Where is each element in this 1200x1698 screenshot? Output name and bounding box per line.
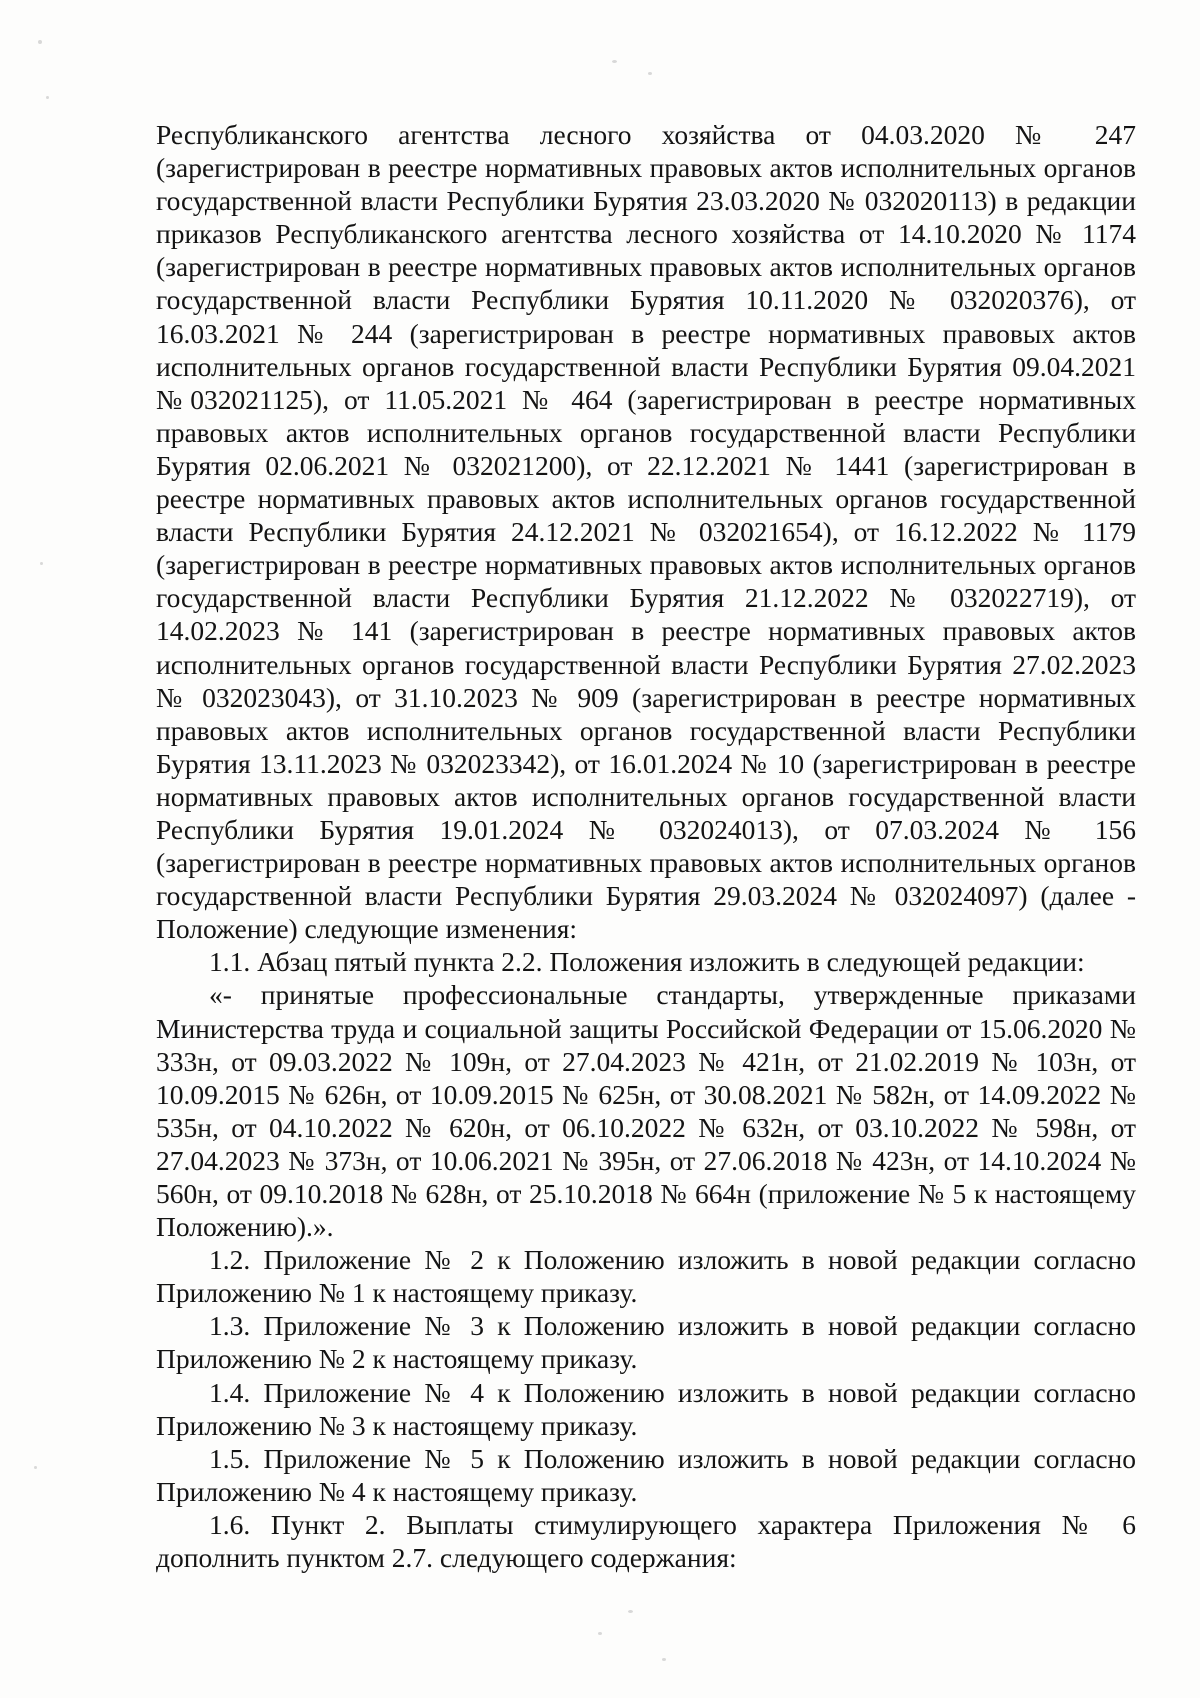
- scan-speck: [40, 562, 43, 565]
- paragraph-item-1-3: 1.3. Приложение № 3 к Положению изложить в новой редакции согласно Приложению № 2 к настоящему приказу.: [156, 1310, 1136, 1375]
- paragraph-item-1-4: 1.4. Приложение № 4 к Положению изложить в новой редакции согласно Приложению № 3 к настоящему приказу.: [156, 1376, 1136, 1441]
- scan-speck: [46, 96, 49, 99]
- scan-speck: [612, 60, 617, 63]
- paragraph-amendment-intro: Республиканского агентства лесного хозяйства от 04.03.2020 № 247 (зарегистрирован в реестре нормативных правовых актов исполнительных органов государственной власти Республики Бурятия 23.03.2020 № 032020113) в редакции приказов Республиканского агентства лесного хозяйства от 14.10.2020 № 1174 (зарегистрирован в реестре нормативных правовых актов исполнительных органов государственной власти Республики Бурятия 10.11.2020 № 032020376), от 16.03.2021 № 244 (зарегистрирован в реестре нормативных правовых актов исполнительных органов государственной власти Республики Бурятия 09.04.2021 №032021125), от 11.05.2021 № 464 (зарегистрирован в реестре нормативных правовых актов исполнительных органов государственной власти Республики Бурятия 02.06.2021 № 032021200), от 22.12.2021 № 1441 (зарегистрирован в реестре нормативных правовых актов исполнительных органов государственной власти Республики Бурятия 24.12.2021 № 032021654), от 16.12.2022 № 1179 (зарегистрирован в реестре нормативных правовых актов исполнительных органов государственной власти Республики Бурятия 21.12.2022 № 032022719), от 14.02.2023 № 141 (зарегистрирован в реестре нормативных правовых актов исполнительных органов государственной власти Республики Бурятия 27.02.2023 № 032023043), от 31.10.2023 № 909 (зарегистрирован в реестре нормативных правовых актов исполнительных органов государственной власти Республики Бурятия 13.11.2023 № 032023342), от 16.01.2024 № 10 (зарегистрирован в реестре нормативных правовых актов исполнительных органов государственной власти Республики Бурятия 19.01.2024 № 032024013), от 07.03.2024 № 156 (зарегистрирован в реестре нормативных правовых актов исполнительных органов государственной власти Республики Бурятия 29.03.2024 № 032024097) (далее - Положение) следующие изменения:: [156, 119, 1136, 945]
- paragraph-item-1-5: 1.5. Приложение № 5 к Положению изложить в новой редакции согласно Приложению № 4 к настоящему приказу.: [156, 1442, 1136, 1507]
- paragraph-professional-standards: «- принятые профессиональные стандарты, утвержденные приказами Министерства труда и социальной защиты Российской Федерации от 15.06.2020 № 333н, от 09.03.2022 № 109н, от 27.04.2023 № 421н, от 21.02.2019 № 103н, от 10.09.2015 № 626н, от 10.09.2015 № 625н, от 30.08.2021 № 582н, от 14.09.2022 № 535н, от 04.10.2022 № 620н, от 06.10.2022 № 632н, от 03.10.2022 № 598н, от 27.04.2023 № 373н, от 10.06.2021 № 395н, от 27.06.2018 № 423н, от 14.10.2024 № 560н, от 09.10.2018 № 628н, от 25.10.2018 № 664н (приложение № 5 к настоящему Положению).».: [156, 979, 1136, 1243]
- scan-speck: [34, 1466, 37, 1469]
- scan-speck: [628, 1610, 633, 1613]
- scan-speck: [598, 1632, 602, 1635]
- paragraph-item-1-6: 1.6. Пункт 2. Выплаты стимулирующего характера Приложения № 6 дополнить пунктом 2.7. следующего содержания:: [156, 1508, 1136, 1574]
- document-body: [156, 118, 1136, 1574]
- scan-speck: [662, 1658, 666, 1661]
- scan-speck: [38, 40, 42, 44]
- paragraph-item-1-2: 1.2. Приложение № 2 к Положению изложить в новой редакции согласно Приложению № 1 к настоящему приказу.: [156, 1244, 1136, 1309]
- scan-speck: [648, 72, 652, 75]
- paragraph-item-1-1: 1.1. Абзац пятый пункта 2.2. Положения изложить в следующей редакции:: [209, 946, 1085, 978]
